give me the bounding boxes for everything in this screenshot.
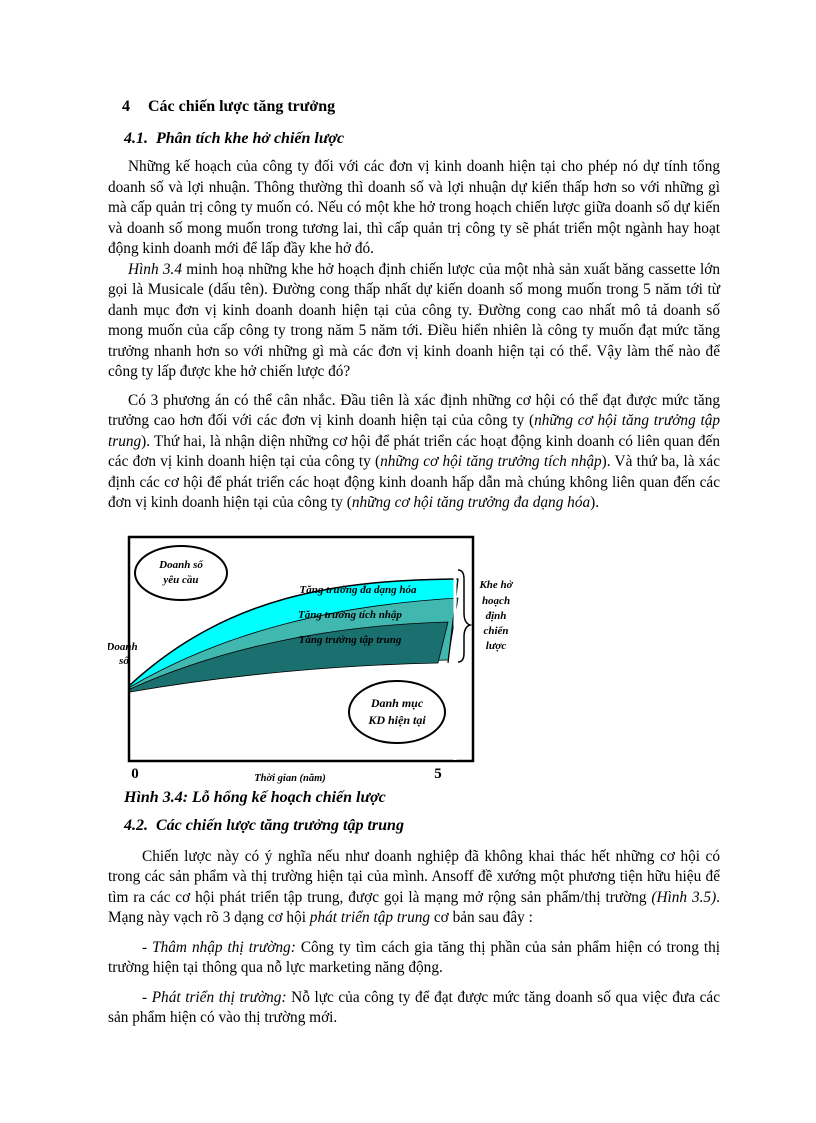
figure-reference: Hình 3.4 <box>128 260 182 278</box>
section-title: Các chiến lược tăng trưởng <box>148 98 336 115</box>
y-axis-label-2: số <box>119 654 129 667</box>
label-diversification: Tăng trưởng đa dạng hóa <box>299 583 417 596</box>
paragraph-strategy-gap: Những kế hoạch của công ty đối với các đơn vị kinh doanh hiện tại cho phép nó dự tính tổng doanh số và lợi nhuận. Thông thường thì doanh số và lợi nhuận dự kiến thấp hơn so với những gì mà cấp quản trị công ty muốn có. Nếu có một khe hở trong hoạch chiến lược giữa doanh số dự kiến và doanh số mong muốn trong tương lai, thì cấp quản trị công ty sẽ phát triển một ngành hay hoạt động kinh doanh mới để lấp đầy khe hở đó. <box>108 158 720 257</box>
desired-sales-label-1: Doanh số <box>159 558 203 571</box>
strategic-gap-figure <box>108 535 720 785</box>
gap-brace <box>458 570 470 662</box>
figure-diagram <box>108 535 720 785</box>
paragraph-figure-explanation <box>108 260 720 383</box>
portfolio-label-1: Danh mục <box>370 695 424 710</box>
section-heading <box>108 96 720 118</box>
bullet-dash: - <box>142 988 152 1006</box>
subsection-title: Phân tích khe hở chiến lược <box>156 130 345 147</box>
subsection-number: 4.2. <box>124 816 148 834</box>
figure-caption: Hình 3.4: Lỗ hổng kế hoạch chiến lược <box>124 788 386 806</box>
bullet-market-penetration <box>108 938 720 979</box>
y-axis-label-1: Doanh <box>108 640 138 653</box>
x-axis-label: Thời gian (năm) <box>254 772 326 784</box>
gap-label-1: Khe hở <box>479 578 513 591</box>
label-integration: Tăng trưởng tích nhập <box>298 608 402 621</box>
paragraph-text: Chiến lược này có ý nghĩa nếu như doanh nghiệp đã không khai thác hết những cơ hội có trong các sản phẩm và thị trường hiện tại của mình. Ansoff đề xướng một phương tiện hữu hiệu để tìm ra các cơ hội phát triển tập trung, được gọi là mạng mở rộng sản phẩm/thị trường <box>108 847 720 906</box>
gap-label-5: lược <box>485 639 507 652</box>
portfolio-bubble <box>349 681 445 743</box>
paragraph-text: minh hoạ những khe hở hoạch định chiến lược của một nhà sản xuất băng cassette lớn gọi là Musicale (dấu tên). Đường cong thấp nhất dự kiến doanh số mong muốn trong 5 năm tới từ danh mục đơn vị kinh doanh doanh hiện tại của công ty. Đường cong cao nhất mô tả doanh số mong muốn của cấp công ty trong năm 5 năm tới. Điều hiển nhiên là công ty muốn đạt mức tăng trưởng nhanh hơn so với những gì mà các đơn vị kinh doanh hiện tại có thể. Vậy làm thế nào để công ty lấp được khe hở chiến lược đó? <box>108 260 721 380</box>
label-concentration: Tăng trưởng tập trung <box>298 633 402 646</box>
document-page <box>108 96 720 1029</box>
paragraph-text: . Mạng này vạch rõ 3 dạng cơ hội <box>108 888 720 926</box>
x-axis-end: 5 <box>434 765 442 782</box>
subsection-heading-4-1 <box>124 128 720 150</box>
emphasis-text: những cơ hội tăng trưởng đa dạng hóa <box>351 494 591 511</box>
gap-label-3: định <box>485 609 507 622</box>
paragraph-three-options <box>108 391 720 514</box>
gap-label-2: hoạch <box>481 594 511 607</box>
subsection-number: 4.1. <box>124 130 148 147</box>
desired-sales-bubble <box>135 546 227 600</box>
paragraph-text: cơ bản sau đây : <box>430 909 533 926</box>
section-number: 4 <box>122 98 130 115</box>
bullet-term: Phát triển thị trường: <box>151 988 287 1006</box>
subsection-heading-4-2 <box>124 815 720 837</box>
x-axis-start: 0 <box>131 765 139 782</box>
subsection-title: Các chiến lược tăng trưởng tập trung <box>156 816 404 834</box>
bullet-term: Thâm nhập thị trường: <box>152 938 296 956</box>
emphasis-text: phát triển tập trung <box>309 909 431 926</box>
bullet-text: Công ty tìm cách gia tăng thị phần của sản phẩm hiện có trong thị trường hiện tại thông qua nỗ lực marketing năng động. <box>108 938 720 976</box>
portfolio-label-2: KD hiện tại <box>368 712 426 727</box>
emphasis-text: những cơ hội tăng trưởng tích nhập <box>380 453 602 470</box>
bullet-dash: - <box>142 938 153 956</box>
bullet-text: Nỗ lực của công ty để đạt được mức tăng doanh số qua việc đưa các sản phẩm hiện có vào thị trường mới. <box>108 988 720 1026</box>
paragraph-text: ). Và thứ ba, là xác định các cơ hội để phát triển các hoạt động kinh doanh hấp dẫn mà chúng không liên quan đến các đơn vị kinh doanh hiện tại của công ty ( <box>108 453 720 511</box>
figure-reference: (Hình 3.5) <box>651 888 717 906</box>
paragraph-text: ). <box>590 494 600 511</box>
paragraph-text: ). Thứ hai, là nhận diện những cơ hội để phát triển các hoạt động kinh doanh có liên quan đến các đơn vị kinh doanh hiện tại của công ty ( <box>108 432 720 470</box>
desired-sales-label-2: yêu cầu <box>163 573 199 586</box>
emphasis-text: những cơ hội tăng trưởng tập trung <box>108 412 721 450</box>
bullet-market-development <box>108 988 720 1029</box>
gap-label-4: chiến <box>483 624 509 637</box>
paragraph-text: Có 3 phương án có thể cân nhắc. Đầu tiên là xác định những cơ hội có thể đạt được mức tăng trưởng cao hơn đối với các đơn vị kinh doanh hiện tại của công ty ( <box>108 391 720 429</box>
paragraph-concentration <box>108 847 720 929</box>
